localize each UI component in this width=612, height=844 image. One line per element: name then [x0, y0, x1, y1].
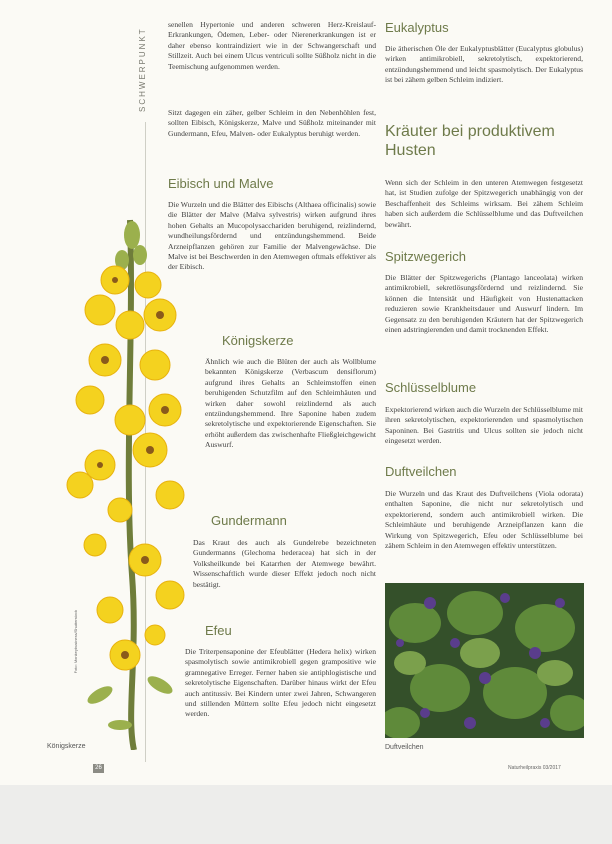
schluesselblume-heading: Schlüsselblume — [385, 380, 477, 395]
koenigskerze-heading: Königskerze — [222, 333, 294, 348]
section-label: SCHWERPUNKT — [138, 27, 147, 113]
duftveilchen-text: Die Wurzeln und das Kraut des Duftveilchens (Viola odorata) enthalten Saponine, die nicht nur sekretolytisch und expektorierend, sondern auch antimikrobiell wirken. Die Schleimhäute und beruhigende Arzneipflanzen kann die Wirkung von Spitzwegerich, Efeu oder Schlüsselblume bei zähem Schleim in den Atemwegen effektiv unterstützen. — [385, 489, 583, 551]
gundermann-text: Das Kraut des auch als Gundelrebe bezeichneten Gundermanns (Glechoma hederacea) hat sich in der Volksheilkunde bei Katarrhen der Atemwege bewährt. Wissenschaftlich wurde dieser Effekt jedoch noch nicht bestätigt. — [193, 538, 376, 589]
intro-text-2: Sitzt dagegen ein zäher, gelber Schleim in den Nebenhöhlen fest, sollten Eibisch, Königskerze, Malve und Süßholz miteinander mit Gundermann, Efeu, Malven- oder Eukalyptus beruhigt werden. — [168, 108, 376, 138]
koenigskerze-text: Ähnlich wie auch die Blüten der auch als Wollblume bekannten Königskerze (Verbascum densiflorum) aufgrund ihres Gehalts an Schleimstoffen einen beruhigenden Schutzfilm auf den Schleimhäuten und wirken daher sowohl reizlindernd als auch entzündungshemmend. Ihre Saponine haben zudem sekretolytische und expektorierende Eigenschaften. Sie erhöht außerdem das zwischenhafte Fließgleichgewicht Auswurf. — [205, 357, 376, 450]
scan-margin — [0, 785, 612, 844]
gundermann-heading: Gundermann — [211, 513, 287, 528]
schluesselblume-text: Expektorierend wirken auch die Wurzeln der Schlüsselblume mit ihren sekretolytischen, expektorierenden und spasmolytischen Saponinen. Bei Gastritis und Ulcus sollten sie jedoch nicht eingesetzt werden. — [385, 405, 583, 446]
eibisch-heading: Eibisch und Malve — [168, 176, 274, 191]
duftveilchen-heading: Duftveilchen — [385, 464, 457, 479]
spitzwegerich-text: Die Blätter der Spitzwegerichs (Plantago lanceolata) wirken antimikrobiell, sekretlösungsfördernd und reizlindernd. Sie können die Intensität und Häufigkeit von Hustenattacken reduzieren sowie Krankheitsdauer und Auswurf lindern. Im Gegensatz zu den beruhigenden Kräutern hat der Spitzwegerich einen adstringierenden und damit trocknenden Effekt. — [385, 273, 583, 335]
intro-text: senellen Hypertonie und anderen schweren Herz-Kreislauf-Erkrankungen, Ödemen, Leber- oder Nierenerkrankungen ist er daher ebenso kontraindiziert wie in der Schwangerschaft und Stillzeit. Auch bei einem Ulcus ventriculi sollte Süßholz nicht in die Teemischung aufgenommen werden. — [168, 20, 376, 71]
efeu-heading: Efeu — [205, 623, 232, 638]
photo-credit: Foto: Monkeybusiness/Shutterstock — [73, 610, 78, 674]
page-number: 26 — [93, 764, 104, 773]
koenigskerze-photo — [60, 215, 200, 750]
eibisch-text: Die Wurzeln und die Blätter des Eibischs (Althaea officinalis) sowie die Blätter der Malve (Malva sylvestris) wirken aufgrund ihres hohen Gehalts an Mucopolysacchariden beruhigend, reizlindernd, wundheilungsfördernd und entzündungshemmend. Beide Arzneipflanzen gehören zur Familie der Malvengewächse. Die Malve ist bei Beschwerden in den Atemwegen oftmals effektiver als der Eibisch. — [168, 200, 376, 272]
eukalyptus-heading: Eukalyptus — [385, 20, 449, 35]
kraeuter-heading: Kräuter bei produktivem Husten — [385, 123, 555, 159]
kraeuter-text: Wenn sich der Schleim in den unteren Atemwegen festgesetzt hat, ist Studien zufolge der Spitzwegerich unabhängig von der Beschaffenheit des Schleims wirksam. Bei zähem Schleim haben sich außerdem die Schlüsselblume und das Duftveilchen bewährt. — [385, 178, 583, 229]
eukalyptus-text: Die ätherischen Öle der Eukalyptusblätter (Eucalyptus globulus) wirken antimikrobiell, sekretolytisch, expektorierend, entzündungshemmend und leicht spasmolytisch. Der Eukalyptus ist bei zähem gelben Schleim indiziert. — [385, 44, 583, 85]
spitzwegerich-heading: Spitzwegerich — [385, 249, 466, 264]
duftveilchen-photo — [385, 583, 584, 738]
caption-duftveilchen: Duftveilchen — [385, 744, 424, 751]
caption-koenigskerze: Königskerze — [47, 743, 86, 750]
footer-publication: Naturheilpraxis 03/2017 — [508, 765, 561, 771]
efeu-text: Die Triterpensaponine der Efeublätter (Hedera helix) wirken spasmolytisch sowie antimikrobiell gegen grampositive wie gramnegative Erreger. Ferner haben sie antiphlogistische und sekretolytische Eigenschaften. Darüber hinaus wirkt der Efeu auch antitussiv. Bei Kindern unter zwei Jahren, Schwangeren und stillenden Müttern sollte Efeu jedoch nicht eingesetzt werden. — [185, 647, 376, 719]
